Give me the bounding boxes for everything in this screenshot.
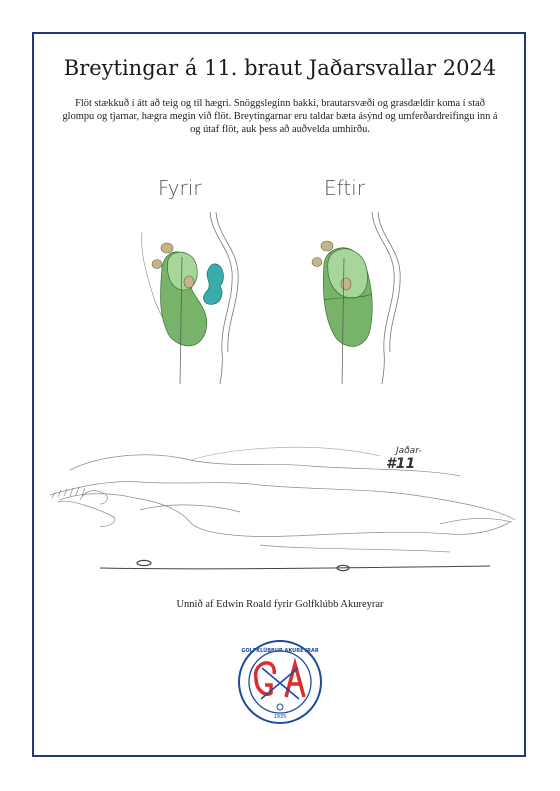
after-bunker-2	[312, 258, 322, 267]
before-bunker-3	[184, 276, 194, 288]
sketch-note	[386, 446, 422, 472]
logo-ring-text: GOLFKLÚBBUR AKUREYRAR	[241, 648, 319, 654]
logo-year: 1935	[273, 714, 287, 720]
credit-line: Unnið af Edwin Roald fyrir Golfklúbb Akureyrar	[176, 599, 384, 610]
page-title: Breytingar á 11. braut Jaðarsvallar 2024	[63, 56, 497, 80]
before-hole-plan	[140, 212, 250, 387]
after-hole-plan	[302, 212, 412, 387]
golf-club-logo	[237, 639, 323, 725]
after-bunker-1	[321, 241, 333, 251]
before-label: Fyrir	[158, 176, 202, 200]
sketch-note-line1: Jaðar-	[396, 446, 422, 456]
before-bunker-2	[152, 260, 162, 269]
sketch-note-line2: #11	[386, 456, 416, 472]
intro-paragraph: Flöt stækkuð í átt að teig og til hægri. Snöggsleginn bakki, brautarsvæði og grasdældir koma í stað glompu og tjarnar, hægra megin við flöt. Breytingarnar eru taldar bæta ásýnd og umferðardreifingu inn á og útaf flöt, auk þess að auðvelda umhirðu.	[62, 98, 498, 135]
before-bunker-1	[161, 243, 173, 253]
after-label: Eftir	[324, 176, 365, 200]
pencil-sketch	[40, 440, 520, 580]
before-pond	[204, 264, 224, 305]
after-bunker-3	[341, 278, 351, 290]
